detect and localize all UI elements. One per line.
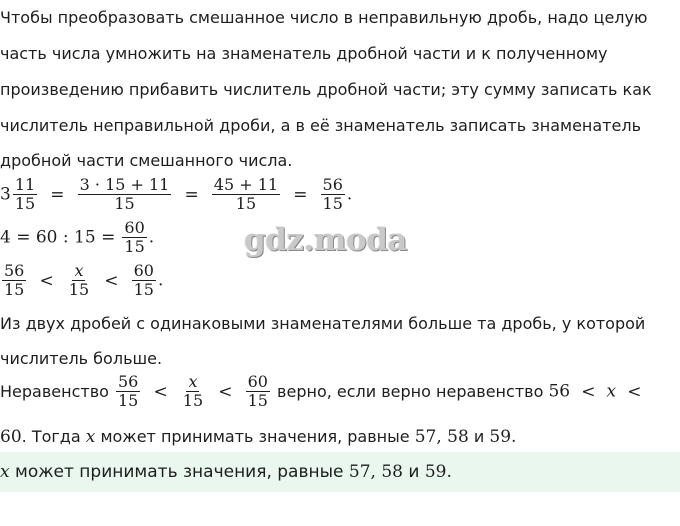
fraction-11-15: $\frac{11}{15}$ <box>14 175 36 213</box>
statement-line-2: 60. Тогда x может принимать значения, равные 57, 58 и 59. <box>0 427 517 447</box>
fraction-x-15: $\frac{x}{15}$ <box>68 261 90 299</box>
fraction-x-15: $\frac{x}{15}$ <box>182 372 204 410</box>
fraction-56-15: $\frac{56}{15}$ <box>322 175 343 213</box>
answer-box: x может принимать значения, равные 57, 58 и 59 . <box>0 452 680 492</box>
equation-mixed-to-improper: 3 $\frac{11}{15}$ = $\frac{3 \cdot 15 + 11}{15}$ = $\frac{45 + 11}{15}$ = $\frac{56}{15}$ . <box>0 175 353 213</box>
answer-text: может принимать значения, равные <box>15 462 344 482</box>
fraction-expression: $\frac{3 \cdot 15 + 11}{15}$ <box>79 175 170 213</box>
rule-line-1: Из двух дробей с одинаковыми знаменателями больше та дробь, у которой <box>0 314 646 333</box>
intro-line-1: Чтобы преобразовать смешанное число в неправильную дробь, надо целую <box>0 8 648 27</box>
rule-line-2: числитель больше. <box>0 349 163 368</box>
intro-line-5: дробной части смешанного числа. <box>0 151 293 170</box>
intro-line-3: произведению прибавить числитель дробной части; эту сумму записать как <box>0 80 652 99</box>
answer-x: x <box>0 462 10 482</box>
watermark-logo: gdz.moda <box>244 222 407 258</box>
intro-line-2: часть числа умножить на знаменатель дробной части и к полученному <box>0 44 608 63</box>
fraction-sum: $\frac{45 + 11}{15}$ <box>213 175 279 213</box>
inequality: $\frac{56}{15}$ < $\frac{x}{15}$ < $\frac{60}{15}$ . <box>4 261 164 299</box>
fraction-56-15: $\frac{56}{15}$ <box>118 372 139 410</box>
fraction-60-15: $\frac{60}{15}$ <box>124 218 145 256</box>
fraction-60-15: $\frac{60}{15}$ <box>133 261 154 299</box>
statement-line-1: Неравенство $\frac{56}{15}$ < $\frac{x}{15}$ < $\frac{60}{15}$ верно, если верно неравенство 56 < x < <box>0 372 642 410</box>
whole-part: 3 <box>0 184 11 205</box>
fraction-56-15: $\frac{56}{15}$ <box>4 261 25 299</box>
fraction-60-15: $\frac{60}{15}$ <box>247 372 268 410</box>
equation-four: 4 = 60 : 15 = $\frac{60}{15}$ . <box>0 218 155 256</box>
intro-line-4: числитель неправильной дроби, а в её знаменатель записать знаменатель <box>0 116 641 135</box>
answer-values: 57, 58 <box>348 462 403 482</box>
